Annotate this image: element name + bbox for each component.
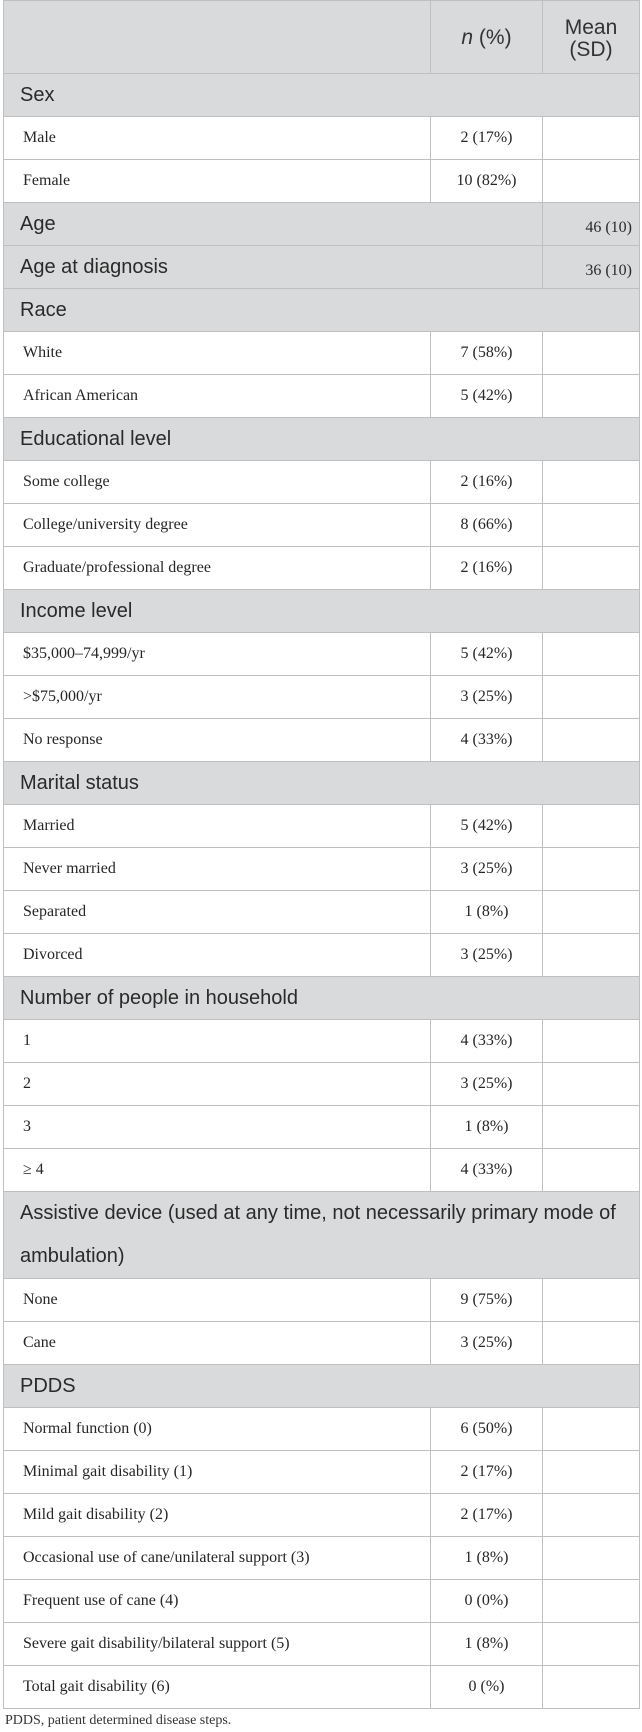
row-n-percent: 3 (25%)	[431, 676, 543, 719]
row-label: Severe gait disability/bilateral support (5)	[4, 1623, 431, 1666]
table-row	[4, 1020, 640, 1063]
section-row	[4, 1365, 640, 1408]
table-row	[4, 504, 640, 547]
row-mean-sd	[543, 375, 640, 418]
row-n-percent: 9 (75%)	[431, 1279, 543, 1322]
table-row	[4, 461, 640, 504]
row-n-percent: 5 (42%)	[431, 633, 543, 676]
table-row	[4, 1322, 640, 1365]
row-label: Cane	[4, 1322, 431, 1365]
section-title: Age	[4, 203, 543, 246]
row-n-percent: 0 (0%)	[431, 1580, 543, 1623]
row-n-percent: 2 (17%)	[431, 117, 543, 160]
row-mean-sd	[543, 1537, 640, 1580]
header-n-italic: n	[461, 26, 474, 49]
row-mean-sd	[543, 1063, 640, 1106]
table-row	[4, 1279, 640, 1322]
section-row	[4, 590, 640, 633]
row-mean-sd	[543, 1322, 640, 1365]
row-mean-sd	[543, 117, 640, 160]
row-label: Mild gait disability (2)	[4, 1494, 431, 1537]
row-label: Male	[4, 117, 431, 160]
row-mean-sd	[543, 160, 640, 203]
row-n-percent: 2 (16%)	[431, 547, 543, 590]
row-label: Divorced	[4, 934, 431, 977]
row-mean-sd	[543, 848, 640, 891]
row-mean-sd	[543, 1279, 640, 1322]
row-mean-sd	[543, 1623, 640, 1666]
row-label: College/university degree	[4, 504, 431, 547]
row-label: Minimal gait disability (1)	[4, 1451, 431, 1494]
row-label: 2	[4, 1063, 431, 1106]
section-title: Marital status	[4, 762, 640, 805]
table-row	[4, 1623, 640, 1666]
table-row	[4, 375, 640, 418]
header-n-rest: (%)	[473, 26, 512, 49]
table-row	[4, 1063, 640, 1106]
row-n-percent: 3 (25%)	[431, 1322, 543, 1365]
table-row	[4, 848, 640, 891]
row-label: None	[4, 1279, 431, 1322]
row-label: >$75,000/yr	[4, 676, 431, 719]
section-title: Assistive device (used at any time, not necessarily primary mode of ambulation)	[4, 1192, 640, 1279]
demographics-table	[3, 0, 640, 1709]
row-mean-sd	[543, 504, 640, 547]
section-row	[4, 762, 640, 805]
table-row	[4, 934, 640, 977]
row-n-percent: 4 (33%)	[431, 1149, 543, 1192]
table-row	[4, 547, 640, 590]
section-mean-sd: 46 (10)	[543, 203, 640, 246]
section-title: Sex	[4, 74, 640, 117]
table-row	[4, 160, 640, 203]
row-label: African American	[4, 375, 431, 418]
table-row	[4, 1537, 640, 1580]
header-mean-sd	[543, 1, 640, 74]
header-mean-line2: (SD)	[569, 38, 613, 61]
table-row	[4, 891, 640, 934]
row-label: Some college	[4, 461, 431, 504]
table-row	[4, 1494, 640, 1537]
row-mean-sd	[543, 676, 640, 719]
row-mean-sd	[543, 805, 640, 848]
section-title: Race	[4, 289, 640, 332]
row-n-percent: 7 (58%)	[431, 332, 543, 375]
table-footnote: PDDS, patient determined disease steps.	[5, 1713, 232, 1728]
row-n-percent: 1 (8%)	[431, 1106, 543, 1149]
row-label: Married	[4, 805, 431, 848]
row-label: ≥ 4	[4, 1149, 431, 1192]
row-n-percent: 3 (25%)	[431, 934, 543, 977]
row-n-percent: 4 (33%)	[431, 1020, 543, 1063]
table-body	[4, 74, 640, 1709]
row-label: Normal function (0)	[4, 1408, 431, 1451]
section-row	[4, 418, 640, 461]
row-label: No response	[4, 719, 431, 762]
row-n-percent: 10 (82%)	[431, 160, 543, 203]
table-header-row	[4, 1, 640, 74]
row-mean-sd	[543, 332, 640, 375]
header-blank-cell	[4, 1, 431, 74]
table-row	[4, 1408, 640, 1451]
table-row	[4, 633, 640, 676]
section-row	[4, 246, 640, 289]
table-row	[4, 676, 640, 719]
row-label: Occasional use of cane/unilateral support (3)	[4, 1537, 431, 1580]
section-row	[4, 1192, 640, 1279]
section-title: Age at diagnosis	[4, 246, 543, 289]
row-n-percent: 2 (16%)	[431, 461, 543, 504]
section-mean-sd: 36 (10)	[543, 246, 640, 289]
table-row	[4, 719, 640, 762]
header-n-percent	[431, 1, 543, 74]
row-mean-sd	[543, 461, 640, 504]
section-row	[4, 977, 640, 1020]
section-title: Educational level	[4, 418, 640, 461]
row-label: Graduate/professional degree	[4, 547, 431, 590]
row-mean-sd	[543, 1020, 640, 1063]
row-mean-sd	[543, 1106, 640, 1149]
row-mean-sd	[543, 1580, 640, 1623]
row-n-percent: 1 (8%)	[431, 1537, 543, 1580]
row-n-percent: 2 (17%)	[431, 1494, 543, 1537]
section-title: Income level	[4, 590, 640, 633]
row-n-percent: 1 (8%)	[431, 1623, 543, 1666]
section-title: Number of people in household	[4, 977, 640, 1020]
row-mean-sd	[543, 1451, 640, 1494]
row-label: 3	[4, 1106, 431, 1149]
section-title: PDDS	[4, 1365, 640, 1408]
table-row	[4, 1451, 640, 1494]
row-n-percent: 0 (%)	[431, 1666, 543, 1709]
row-n-percent: 6 (50%)	[431, 1408, 543, 1451]
row-n-percent: 3 (25%)	[431, 848, 543, 891]
row-n-percent: 3 (25%)	[431, 1063, 543, 1106]
header-mean-line1: Mean	[564, 16, 618, 39]
row-mean-sd	[543, 1666, 640, 1709]
row-label: Female	[4, 160, 431, 203]
row-mean-sd	[543, 1494, 640, 1537]
row-mean-sd	[543, 1149, 640, 1192]
table-row	[4, 332, 640, 375]
row-mean-sd	[543, 547, 640, 590]
table-row	[4, 117, 640, 160]
row-mean-sd	[543, 633, 640, 676]
table-row	[4, 1106, 640, 1149]
row-n-percent: 8 (66%)	[431, 504, 543, 547]
row-label: $35,000–74,999/yr	[4, 633, 431, 676]
section-row	[4, 74, 640, 117]
row-label: Total gait disability (6)	[4, 1666, 431, 1709]
row-mean-sd	[543, 891, 640, 934]
table-row	[4, 1666, 640, 1709]
row-label: Never married	[4, 848, 431, 891]
section-row	[4, 203, 640, 246]
row-label: Frequent use of cane (4)	[4, 1580, 431, 1623]
row-n-percent: 5 (42%)	[431, 375, 543, 418]
row-mean-sd	[543, 934, 640, 977]
row-label: 1	[4, 1020, 431, 1063]
table-row	[4, 1149, 640, 1192]
row-n-percent: 5 (42%)	[431, 805, 543, 848]
row-n-percent: 2 (17%)	[431, 1451, 543, 1494]
row-n-percent: 4 (33%)	[431, 719, 543, 762]
row-mean-sd	[543, 1408, 640, 1451]
section-row	[4, 289, 640, 332]
row-n-percent: 1 (8%)	[431, 891, 543, 934]
table-row	[4, 1580, 640, 1623]
row-label: White	[4, 332, 431, 375]
row-label: Separated	[4, 891, 431, 934]
row-mean-sd	[543, 719, 640, 762]
table-row	[4, 805, 640, 848]
